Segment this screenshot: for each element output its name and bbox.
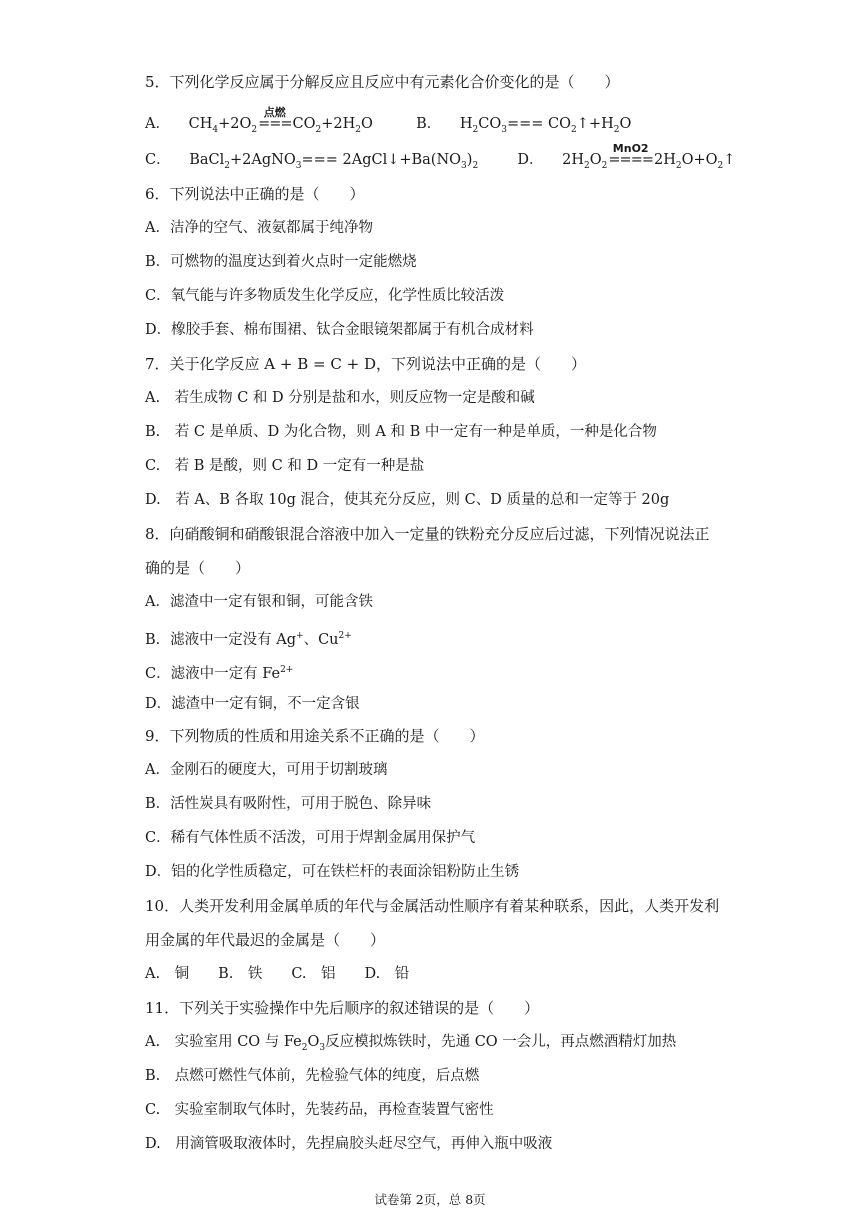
question-9-option-d: D．铝的化学性质稳定，可在铁栏杆的表面涂铝粉防止生锈 xyxy=(145,864,520,880)
question-10-stem-line1: 10．人类开发利用金属单质的年代与金属活动性顺序有着某种联系，因此，人类开发利 xyxy=(145,897,720,915)
question-5-stem: 5．下列化学反应属于分解反应且反应中有元素化合价变化的是（ ） xyxy=(145,73,620,91)
question-7-option-c: C. 若 B 是酸，则 C 和 D 一定有一种是盐 xyxy=(145,458,425,474)
question-9-option-b: B．活性炭具有吸附性，可用于脱色、除异味 xyxy=(145,796,432,812)
question-11-stem: 11．下列关于实验操作中先后顺序的叙述错误的是（ ） xyxy=(145,999,540,1017)
option-d-label: D． xyxy=(517,152,544,168)
question-11-option-d: D. 用滴管吸取液体时，先捏扁胶头赶尽空气，再伸入瓶中吸液 xyxy=(145,1136,553,1152)
question-7-option-a: A. 若生成物 C 和 D 分别是盐和水，则反应物一定是酸和碱 xyxy=(145,390,535,406)
question-6-option-a: A．洁净的空气、液氨都属于纯净物 xyxy=(145,220,373,236)
question-7-option-b: B. 若 C 是单质、D 为化合物，则 A 和 B 中一定有一种是单质，一种是化合物 xyxy=(145,424,657,440)
ignite-condition: 点燃 === xyxy=(258,106,292,132)
question-6-option-d: D．橡胶手套、棉布围裙、钛合金眼镜架都属于有机合成材料 xyxy=(145,322,534,338)
option-c-label: C． xyxy=(145,152,171,168)
option-b-formula: $H_2CO_3===$ $CO_2↑+H_2O$ xyxy=(459,116,632,135)
page-footer: 试卷第 2页，总 8页 xyxy=(374,1192,486,1207)
question-6-stem: 6．下列说法中正确的是（ ） xyxy=(145,185,365,203)
question-11-option-b: B. 点燃可燃性气体前，先检验气体的纯度，后点燃 xyxy=(145,1068,480,1084)
question-8-stem-line2: 确的是（ ） xyxy=(145,559,251,577)
option-a-formula: $CH_4+2O_2$ 点燃 $===CO_2+2H_2O$ xyxy=(188,106,373,135)
question-9-stem: 9．下列物质的性质和用途关系不正确的是（ ） xyxy=(145,727,485,745)
question-9-option-a: A．金刚石的硬度大，可用于切割玻璃 xyxy=(145,762,388,778)
question-10-options: A. 铜 B. 铁 C. 铝 D. 铅 xyxy=(145,966,410,982)
question-7-option-d: D. 若 A、B 各取 10g 混合，使其充分反应，则 C、D 质量的总和一定等于 20g xyxy=(145,492,670,508)
question-8-option-b: B．滤液中一定没有 Ag+、$Cu^{2+}$ xyxy=(145,631,352,648)
question-11-option-c: C. 实验室制取气体时，先装药品，再检查装置气密性 xyxy=(145,1102,494,1118)
question-9-option-c: C．稀有气体性质不活泼，可用于焊割金属用保护气 xyxy=(145,830,476,846)
question-6-option-b: B．可燃物的温度达到着火点时一定能燃烧 xyxy=(145,254,417,270)
question-8-option-a: A．滤渣中一定有银和铜，可能含铁 xyxy=(145,594,373,610)
catalyst-condition: MnO2 ==== xyxy=(608,142,653,168)
question-5-options-ab xyxy=(145,106,632,140)
question-8-stem-line1: 8．向硝酸铜和硝酸银混合溶液中加入一定量的铁粉充分反应后过滤，下列情况说法正 xyxy=(145,525,710,543)
option-d-formula: $2H_2O_2$ MnO2 $====2H_2O+O_2↑$ xyxy=(562,142,736,171)
question-7-stem: 7．关于化学反应 A + B = C + D，下列说法中正确的是（ ） xyxy=(145,355,586,373)
option-c-formula: BaCl$_2$+2AgNO$_3$=== $2AgCl↓+Ba(NO_3)_2$ xyxy=(189,152,479,171)
option-b-label: B． xyxy=(416,116,442,132)
option-a-label: A． xyxy=(145,116,170,132)
question-11-option-a: A. 实验室用 CO 与 $Fe_2O_3$反应模拟炼铁时，先通 CO 一会儿，再点燃酒精灯加热 xyxy=(145,1034,677,1053)
question-5-options-cd xyxy=(145,142,736,176)
question-8-option-d: D．滤渣中一定有铜，不一定含银 xyxy=(145,696,360,712)
question-8-option-c: C．滤液中一定有 $Fe^{2+}$ xyxy=(145,665,294,682)
question-10-stem-line2: 用金属的年代最迟的金属是（ ） xyxy=(145,931,386,949)
question-6-option-c: C．氧气能与许多物质发生化学反应，化学性质比较活泼 xyxy=(145,288,505,304)
